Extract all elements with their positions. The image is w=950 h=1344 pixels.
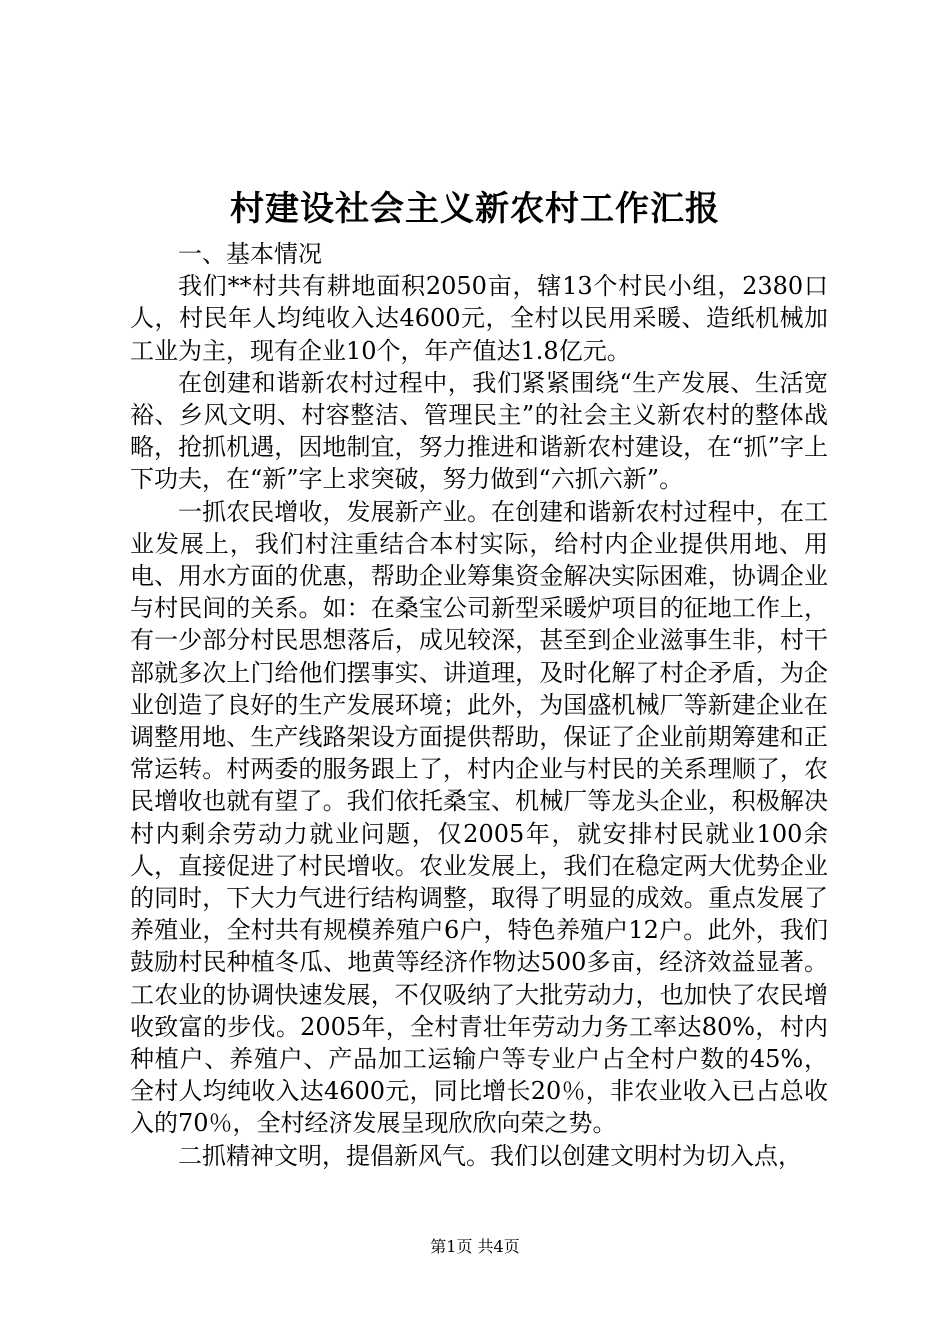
document-body: [130, 238, 828, 1172]
section-heading: 一、基本情况: [178, 240, 322, 268]
document-title: 村建设社会主义新农村工作汇报: [230, 189, 720, 229]
paragraph: 在创建和谐新农村过程中，我们紧紧围绕“生产发展、生活宽裕、乡风文明、村容整洁、管理民主”的社会主义新农村的整体战略，抢抓机遇，因地制宜，努力推进和谐新农村建设，在“抓”字上下功夫，在“新”字上求突破，努力做到“六抓六新”。: [130, 368, 828, 494]
paragraph: 二抓精神文明，提倡新风气。我们以创建文明村为切入点，: [178, 1141, 802, 1170]
paragraph: 我们**村共有耕地面积2050亩，辖13个村民小组，2380口人，村民年人均纯收入达4600元，全村以民用采暖、造纸机械加工业为主，现有企业10个，年产值达1.8亿元。: [130, 272, 828, 365]
paragraph: 一抓农民增收，发展新产业。在创建和谐新农村过程中，在工业发展上，我们村注重结合本村实际，给村内企业提供用地、用电、用水方面的优惠，帮助企业筹集资金解决实际困难，协调企业与村民间的关系。如：在桑宝公司新型采暖炉项目的征地工作上，有一少部分村民思想落后，成见较深，甚至到企业滋事生非，村干部就多次上门给他们摆事实、讲道理，及时化解了村企矛盾，为企业创造了良好的生产发展环境；此外，为国盛机械厂等新建企业在调整用地、生产线路架设方面提供帮助，保证了企业前期筹建和正常运转。村两委的服务跟上了，村内企业与村民的关系理顺了，农民增收也就有望了。我们依托桑宝、机械厂等龙头企业，积极解决村内剩余劳动力就业问题，仅2005年，就安排村民就业100余人，直接促进了村民增收。农业发展上，我们在稳定两大优势企业的同时，下大力气进行结构调整，取得了明显的成效。重点发展了养殖业，全村共有规模养殖户6户，特色养殖户12户。此外，我们鼓励村民种植冬瓜、地黄等经济作物达500多亩，经济效益显著。工农业的协调快速发展，不仅吸纳了大批劳动力，也加快了农民增收致富的步伐。2005年，全村青壮年劳动力务工率达80%，村内种植户、养殖户、产品加工运输户等专业户占全村户数的45%，全村人均纯收入达4600元，同比增长20％，非农业收入已占总收入的70％，全村经济发展呈现欣欣向荣之势。: [130, 497, 828, 1138]
page-footer: 第1页 共4页: [430, 1237, 520, 1256]
